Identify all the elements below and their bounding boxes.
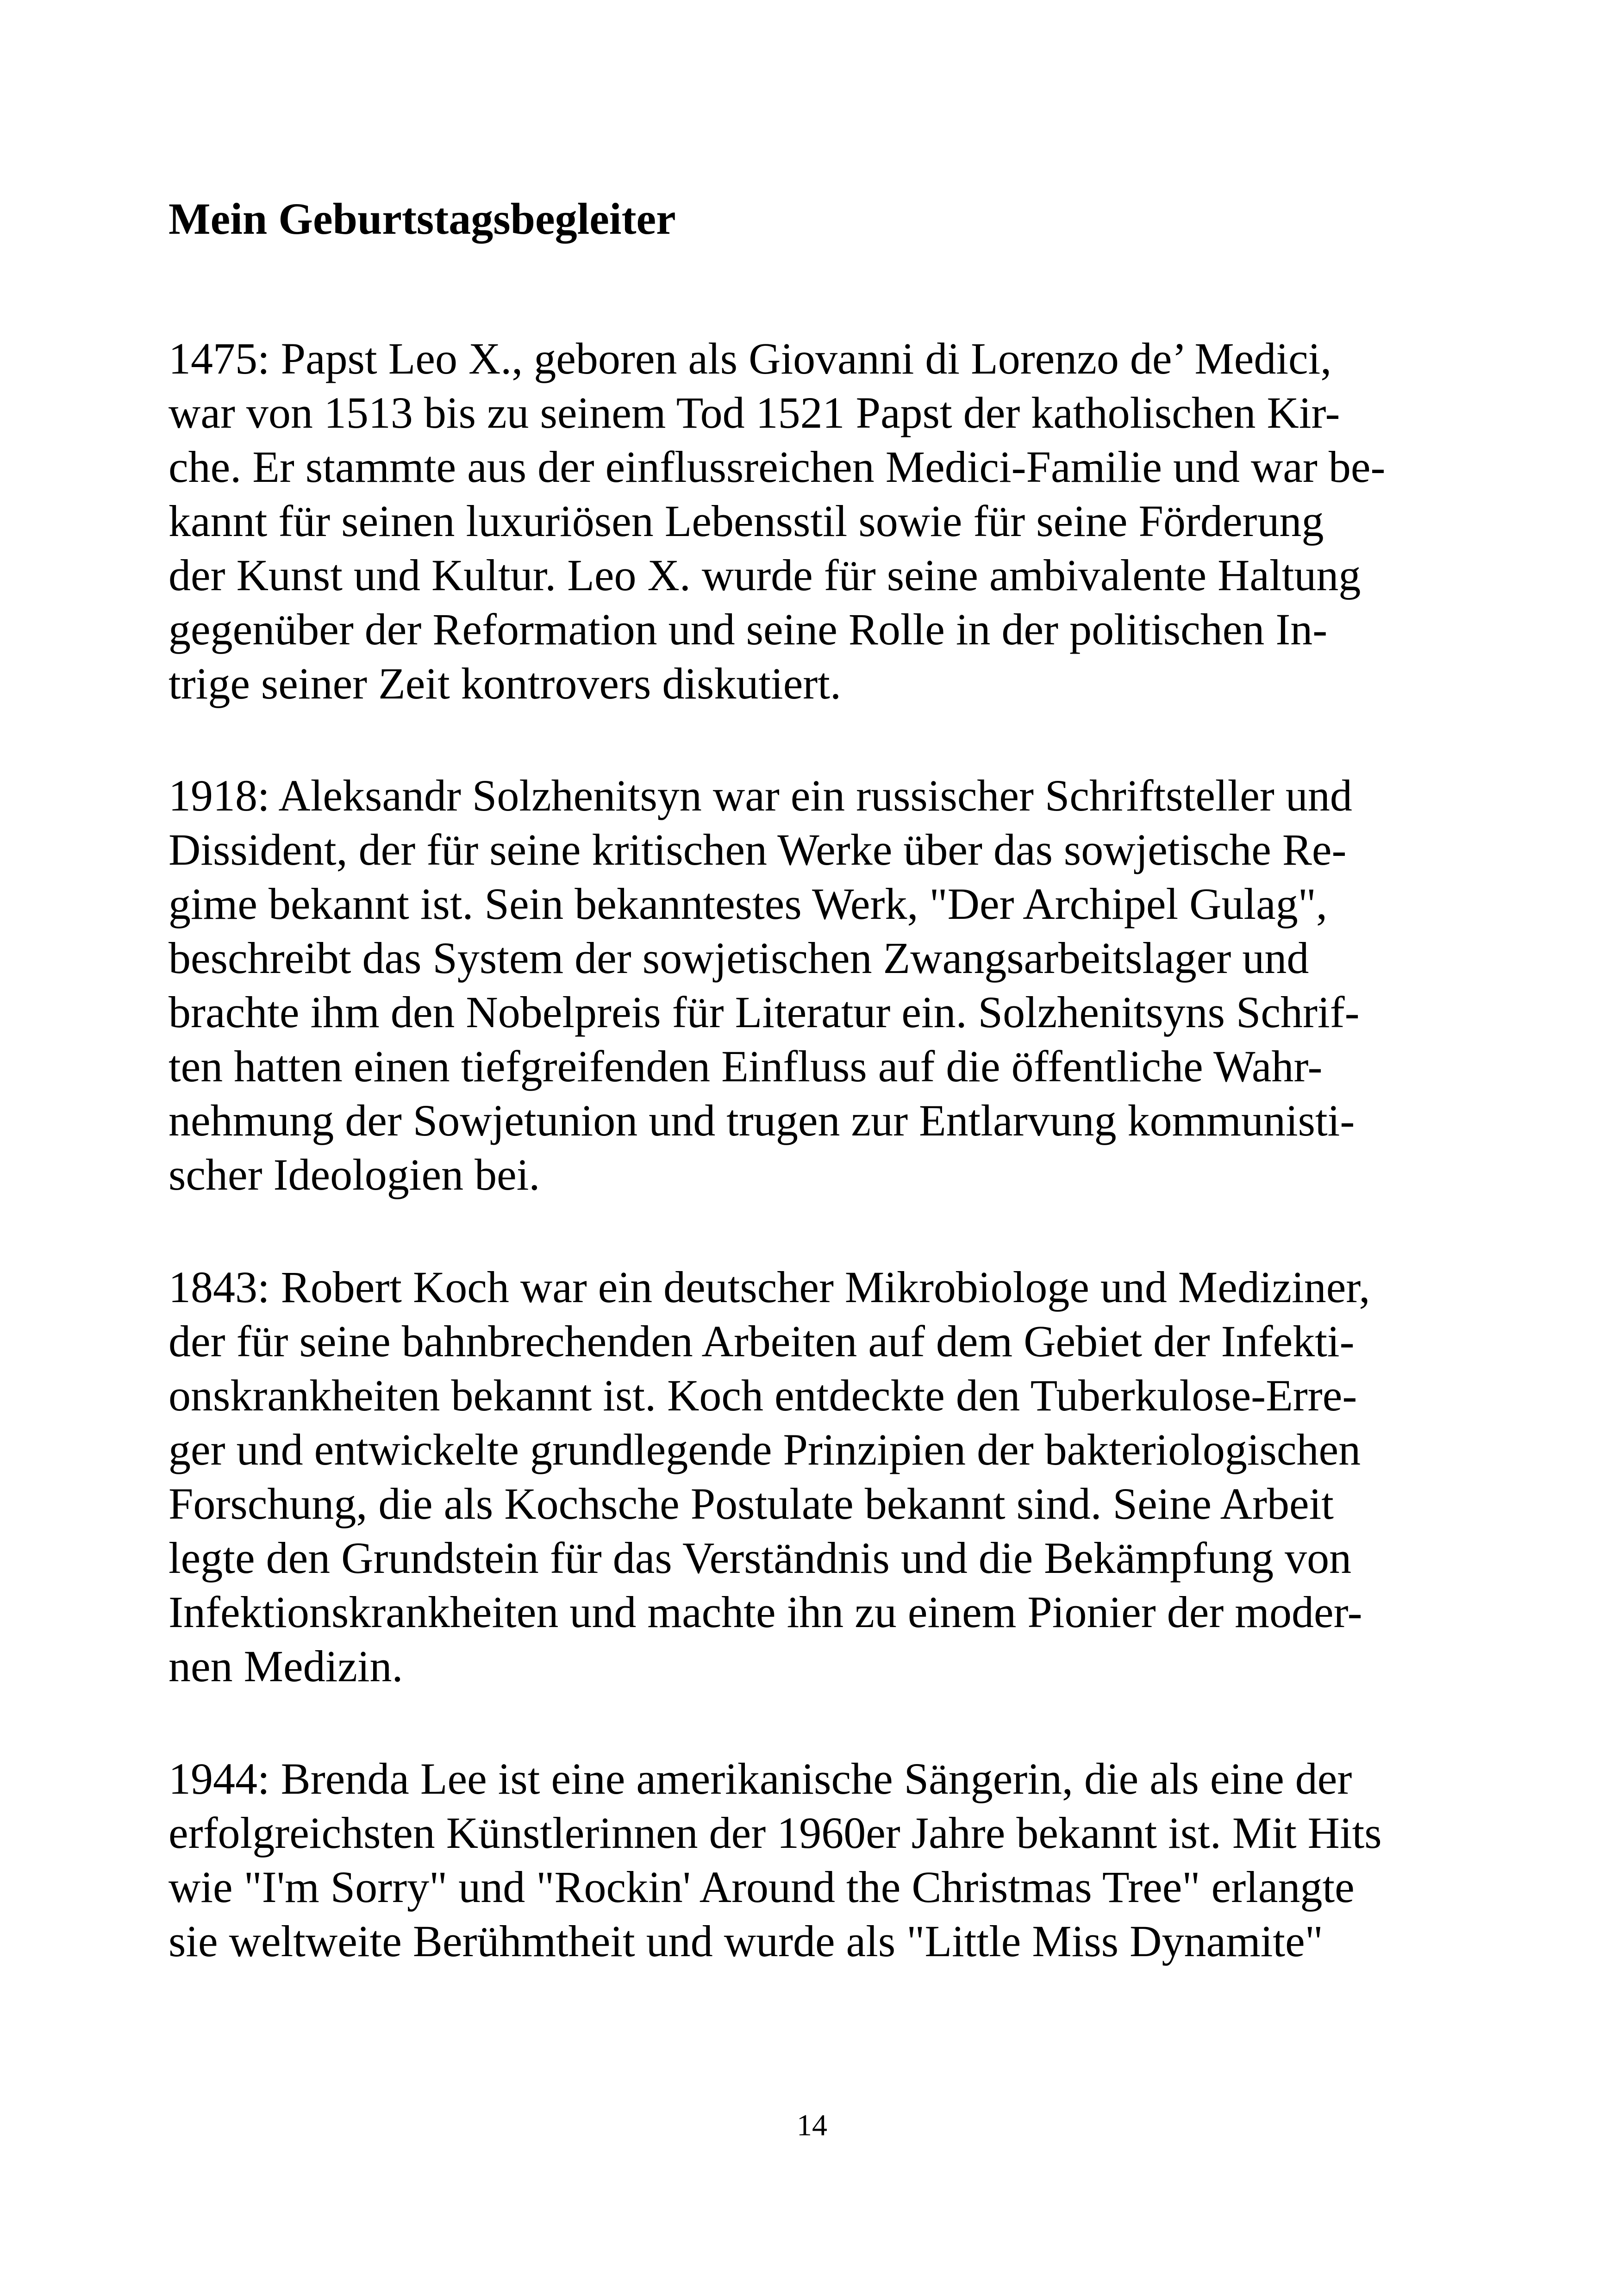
- entry-line: gime bekannt ist. Sein bekanntestes Werk, "Der Archipel Gulag",: [169, 879, 1327, 929]
- page-title: Mein Geburtstagsbegleiter: [169, 194, 676, 243]
- entry-line: wie "I'm Sorry" und "Rockin' Around the Christmas Tree" erlangte: [169, 1862, 1355, 1912]
- birthday-entry-brenda-lee: [169, 1752, 1382, 1968]
- entry-line: onskrankheiten bekannt ist. Koch entdeckte den Tuberkulose-Erre-: [169, 1371, 1357, 1420]
- entry-line: ger und entwickelte grundlegende Prinzipien der bakteriologischen: [169, 1425, 1361, 1474]
- entry-line: scher Ideologien bei.: [169, 1150, 540, 1199]
- entry-line: che. Er stammte aus der einflussreichen Medici-Familie und war be-: [169, 442, 1386, 492]
- entry-line: war von 1513 bis zu seinem Tod 1521 Papst der katholischen Kir-: [169, 388, 1340, 437]
- entry-line: nen Medizin.: [169, 1641, 403, 1691]
- entry-line: kannt für seinen luxuriösen Lebensstil sowie für seine Förderung: [169, 496, 1324, 546]
- entry-line: 1843: Robert Koch war ein deutscher Mikrobiologe und Mediziner,: [169, 1262, 1370, 1312]
- entry-line: der Kunst und Kultur. Leo X. wurde für seine ambivalente Haltung: [169, 550, 1361, 600]
- entry-line: Dissident, der für seine kritischen Werke über das sowjetische Re-: [169, 825, 1347, 874]
- birthday-entry-robert-koch: [169, 1260, 1370, 1693]
- birthday-entry-solzhenitsyn: [169, 768, 1360, 1202]
- page-number: 14: [797, 2108, 827, 2142]
- entry-line: sie weltweite Berühmtheit und wurde als "Little Miss Dynamite": [169, 1916, 1323, 1966]
- entry-line: beschreibt das System der sowjetischen Zwangsarbeitslager und: [169, 933, 1309, 983]
- entry-line: 1944: Brenda Lee ist eine amerikanische Sängerin, die als eine der: [169, 1754, 1352, 1803]
- entry-line: 1918: Aleksandr Solzhenitsyn war ein russischer Schriftsteller und: [169, 771, 1352, 820]
- entry-line: legte den Grundstein für das Verständnis und die Bekämpfung von: [169, 1533, 1352, 1583]
- entry-line: 1475: Papst Leo X., geboren als Giovanni di Lorenzo de’ Medici,: [169, 334, 1332, 383]
- entry-line: gegenüber der Reformation und seine Rolle in der politischen In-: [169, 605, 1328, 654]
- entry-line: Infektionskrankheiten und machte ihn zu einem Pionier der moder-: [169, 1587, 1362, 1637]
- birthday-entry-leo-x: [169, 331, 1385, 711]
- entry-line: trige seiner Zeit kontrovers diskutiert.: [169, 659, 841, 708]
- entry-line: erfolgreichsten Künstlerinnen der 1960er Jahre bekannt ist. Mit Hits: [169, 1808, 1382, 1858]
- entry-line: nehmung der Sowjetunion und trugen zur Entlarvung kommunisti-: [169, 1096, 1355, 1145]
- entry-line: Forschung, die als Kochsche Postulate bekannt sind. Seine Arbeit: [169, 1479, 1334, 1528]
- entry-line: der für seine bahnbrechenden Arbeiten auf dem Gebiet der Infekti-: [169, 1316, 1355, 1366]
- entry-line: ten hatten einen tiefgreifenden Einfluss auf die öffentliche Wahr-: [169, 1041, 1323, 1091]
- entry-line: brachte ihm den Nobelpreis für Literatur ein. Solzhenitsyns Schrif-: [169, 987, 1360, 1037]
